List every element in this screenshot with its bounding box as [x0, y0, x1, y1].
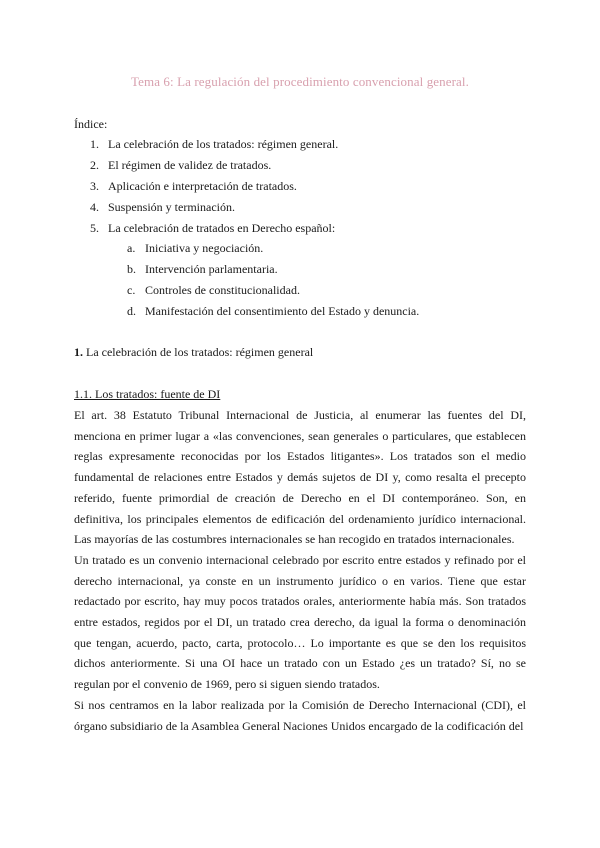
body-text: [74, 405, 526, 736]
paragraph: Un tratado es un convenio internacional celebrado por escrito entre estados y refinado por el derecho internacional, ya conste en un instrumento jurídico o en varios. Tiene que estar redactado por escrito, hay muy pocos tratados orales, anteriormente había más. Son tratados entre estados, regidos por el DI, un tratado crea derecho, da igual la forma o denominación que tengan, acuerdo, pacto, carta, protocolo… Lo importante es que se den los requisitos dichos anteriormente. Si una OI hace un tratado con un Estado ¿es un tratado? Sí, no se regulan por el convenio de 1969, pero si siguen siendo tratados.: [74, 552, 526, 692]
toc-subitem: a. Iniciativa y negociación.: [127, 241, 264, 255]
index-label: Índice:: [74, 117, 108, 131]
section-number: 1.: [74, 345, 83, 359]
section-heading: [74, 345, 313, 360]
toc-item: 3. Aplicación e interpretación de tratados.: [90, 179, 297, 193]
toc-subitem: b. Intervención parlamentaria.: [127, 262, 278, 276]
page-title: Tema 6: La regulación del procedimiento convencional general.: [131, 74, 469, 89]
toc-item: 5. La celebración de tratados en Derecho español:: [90, 221, 336, 235]
paragraph: El art. 38 Estatuto Tribunal Internacional de Justicia, al enumerar las fuentes del DI, menciona en primer lugar a «las convenciones, sean generales o particulares, que establecen reglas expresamente reconocidas por los Estados litigantes». Los tratados son el medio fundamental de relaciones entre Estados y demás sujetos de DI y, como resalta el precepto referido, fuente primordial de creación de Derecho en el DI contemporáneo. Son, en definitiva, los principales elementos de edificación del ordenamiento jurídico internacional. Las mayorías de las costumbres internacionales se han recogido en tratados internacionales.: [74, 408, 526, 547]
paragraph: Si nos centramos en la labor realizada por la Comisión de Derecho Internacional (CDI), el órgano subsidiario de la Asamblea General Naciones Unidos encargado de la codificación del: [74, 697, 526, 733]
toc-item: 4. Suspensión y terminación.: [90, 200, 235, 214]
toc-subitem: d. Manifestación del consentimiento del Estado y denuncia.: [127, 304, 420, 318]
subsection-heading: 1.1. Los tratados: fuente de DI: [74, 387, 221, 401]
toc-item: 2. El régimen de validez de tratados.: [90, 158, 272, 172]
toc-item: 1. La celebración de los tratados: régimen general.: [90, 137, 339, 151]
section-title: La celebración de los tratados: régimen general: [86, 345, 314, 359]
toc-subitem: c. Controles de constitucionalidad.: [127, 283, 300, 297]
